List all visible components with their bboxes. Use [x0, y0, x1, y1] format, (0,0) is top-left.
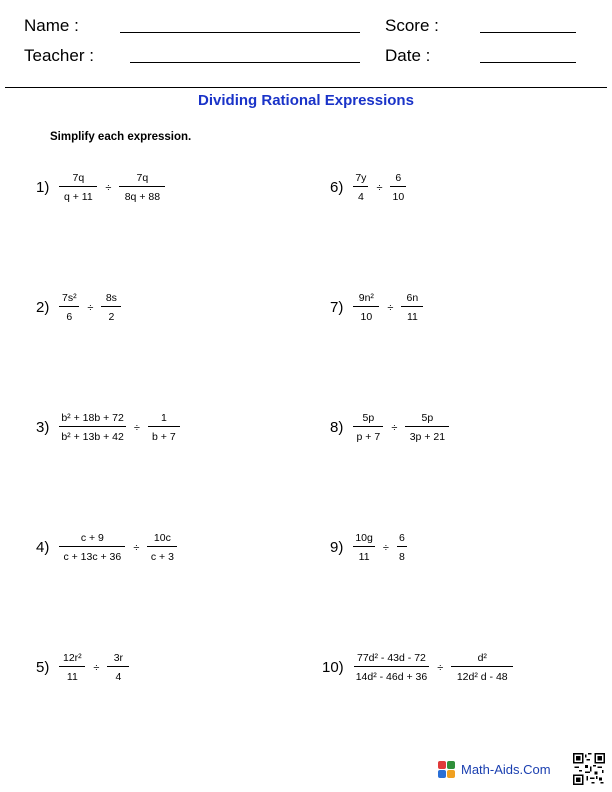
problem-2: [36, 291, 121, 324]
problem-4: [36, 531, 177, 564]
name-label: Name :: [24, 16, 79, 35]
left-fraction: [353, 171, 368, 204]
calculator-icon: [438, 761, 455, 778]
numerator: 10c: [147, 531, 177, 547]
right-fraction: [119, 171, 165, 204]
right-fraction: [397, 531, 407, 564]
problem-7: [330, 291, 423, 324]
problem-number: 10): [322, 659, 344, 676]
score-line[interactable]: [480, 32, 576, 33]
date-label: Date :: [385, 46, 431, 65]
problem-number: 9): [330, 539, 344, 556]
numerator: 3r: [107, 651, 129, 667]
teacher-label: Teacher :: [24, 46, 94, 65]
left-fraction: [59, 531, 125, 564]
denominator: 10: [360, 311, 373, 323]
denominator: c + 13c + 36: [63, 551, 122, 563]
left-fraction: [353, 291, 379, 324]
problem-6: [330, 171, 406, 204]
problem-number: 5): [36, 659, 50, 676]
denominator: 8: [399, 551, 405, 563]
divide-operator: ÷: [105, 181, 112, 194]
right-fraction: [405, 411, 449, 444]
score-label: Score :: [385, 16, 439, 35]
problem-5: [36, 651, 129, 684]
problem-9: [330, 531, 407, 564]
denominator: 8q + 88: [124, 191, 161, 203]
denominator: 11: [66, 671, 78, 683]
divide-operator: ÷: [437, 661, 444, 674]
numerator: 1: [148, 411, 180, 427]
left-fraction: [59, 651, 85, 684]
numerator: 6n: [401, 291, 423, 307]
right-fraction: [390, 171, 406, 204]
numerator: 6: [397, 531, 407, 547]
divide-operator: ÷: [133, 421, 140, 434]
numerator: 12r²: [59, 651, 85, 667]
denominator: 4: [115, 671, 122, 683]
numerator: b² + 18b + 72: [59, 411, 125, 427]
worksheet-title: Dividing Rational Expressions: [198, 92, 414, 109]
denominator: 10: [392, 191, 405, 203]
right-fraction: [451, 651, 513, 684]
numerator: 5p: [353, 411, 383, 427]
divide-operator: ÷: [376, 181, 383, 194]
denominator: 2: [108, 311, 115, 323]
denominator: 6: [66, 311, 73, 323]
numerator: c + 9: [59, 531, 125, 547]
denominator: q + 11: [63, 191, 93, 203]
problem-number: 2): [36, 299, 50, 316]
qr-code: [573, 753, 605, 785]
problem-3: [36, 411, 180, 444]
problem-number: 8): [330, 419, 344, 436]
problem-10: [322, 651, 513, 684]
numerator: 9n²: [353, 291, 379, 307]
instructions: Simplify each expression.: [50, 131, 192, 143]
numerator: 7s²: [59, 291, 79, 307]
numerator: 5p: [405, 411, 449, 427]
denominator: b² + 13b + 42: [61, 431, 124, 443]
divide-operator: ÷: [133, 541, 140, 554]
right-fraction: [147, 531, 177, 564]
problem-number: 3): [36, 419, 50, 436]
left-fraction: [59, 171, 97, 204]
denominator: c + 3: [150, 551, 174, 563]
numerator: 7q: [119, 171, 165, 187]
numerator: 7y: [353, 171, 368, 187]
numerator: 77d² - 43d - 72: [354, 651, 430, 667]
numerator: d²: [451, 651, 513, 667]
problem-number: 1): [36, 179, 50, 196]
numerator: 6: [390, 171, 406, 187]
divide-operator: ÷: [391, 421, 398, 434]
teacher-line[interactable]: [130, 62, 360, 63]
problem-8: [330, 411, 449, 444]
divide-operator: ÷: [93, 661, 100, 674]
site-name: Math-Aids.Com: [461, 762, 551, 777]
denominator: 14d² - 46d + 36: [355, 671, 428, 683]
denominator: 11: [406, 311, 418, 323]
right-fraction: [148, 411, 180, 444]
divide-operator: ÷: [382, 541, 389, 554]
left-fraction: [354, 651, 430, 684]
left-fraction: [59, 411, 125, 444]
problem-number: 7): [330, 299, 344, 316]
problem-number: 6): [330, 179, 344, 196]
divide-operator: ÷: [87, 301, 94, 314]
denominator: 3p + 21: [409, 431, 446, 443]
date-line[interactable]: [480, 62, 576, 63]
divide-operator: ÷: [387, 301, 394, 314]
denominator: p + 7: [356, 431, 381, 443]
right-fraction: [401, 291, 423, 324]
denominator: 12d² d - 48: [456, 671, 508, 683]
left-fraction: [353, 531, 375, 564]
header-divider: [5, 87, 607, 88]
denominator: 4: [357, 191, 364, 203]
right-fraction: [107, 651, 129, 684]
name-line[interactable]: [120, 32, 360, 33]
right-fraction: [101, 291, 121, 324]
denominator: b + 7: [152, 431, 176, 443]
numerator: 8s: [101, 291, 121, 307]
problem-number: 4): [36, 539, 50, 556]
denominator: 11: [358, 551, 370, 563]
numerator: 10g: [353, 531, 375, 547]
numerator: 7q: [59, 171, 97, 187]
left-fraction: [59, 291, 79, 324]
site-logo[interactable]: [438, 761, 551, 778]
left-fraction: [353, 411, 383, 444]
problem-1: [36, 171, 165, 204]
